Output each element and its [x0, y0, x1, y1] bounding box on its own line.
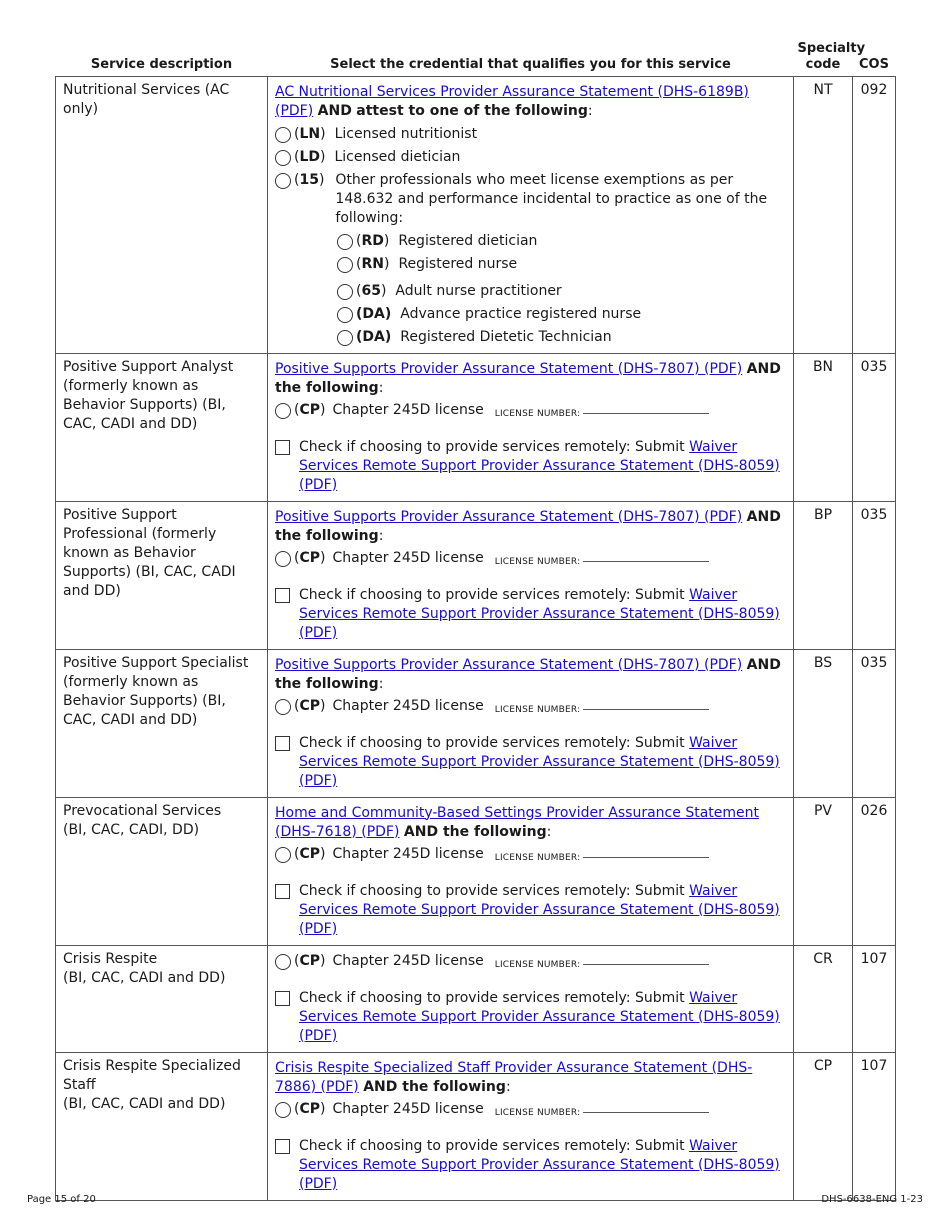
service-programs: (BI, CAC, CADI and DD) — [63, 969, 226, 986]
cos-code: 035 — [853, 501, 896, 649]
remote-checkbox[interactable] — [275, 991, 290, 1006]
remote-statement-link[interactable]: Waiver Services Remote Support Provider Assurance Statement (DHS-8059) (PDF) — [299, 586, 780, 641]
license-number-field[interactable] — [583, 952, 709, 965]
remote-statement-link[interactable]: Waiver Services Remote Support Provider Assurance Statement (DHS-8059) (PDF) — [299, 882, 780, 937]
radio-button[interactable] — [275, 127, 291, 143]
service-description: Nutritional Services (AC only) — [56, 76, 268, 353]
credential-cell — [268, 501, 794, 649]
assurance-statement-link[interactable]: Positive Supports Provider Assurance Statement (DHS-7807) (PDF) — [275, 360, 743, 377]
radio-button[interactable] — [275, 150, 291, 166]
header-specialty-line2: code — [805, 56, 841, 72]
license-number-caption: LICENSE NUMBER: — [494, 852, 581, 863]
license-number-field[interactable] — [583, 845, 709, 858]
assurance-statement-line — [275, 1059, 785, 1097]
radio-button[interactable] — [337, 307, 353, 323]
credential-code: (LN) — [294, 125, 326, 142]
specialty-code: PV — [794, 797, 853, 945]
license-option[interactable] — [275, 952, 785, 975]
license-number-field[interactable] — [583, 697, 709, 710]
credential-code: (15) — [294, 171, 325, 188]
license-number-field[interactable] — [583, 549, 709, 562]
credential-code: (RN) — [356, 255, 390, 272]
assurance-statement-link[interactable]: Positive Supports Provider Assurance Statement (DHS-7807) (PDF) — [275, 508, 743, 525]
remote-services-option[interactable] — [275, 882, 785, 939]
license-option[interactable] — [275, 401, 785, 424]
license-option[interactable] — [275, 845, 785, 868]
table-row-specialist — [56, 649, 896, 797]
specialty-code: CP — [794, 1052, 853, 1200]
service-programs: (BI, CAC, CADI, DD) — [63, 821, 200, 838]
license-option[interactable] — [275, 697, 785, 720]
service-name: Prevocational Services — [63, 802, 222, 819]
credential-code: (LD) — [294, 148, 326, 165]
radio-button[interactable] — [337, 330, 353, 346]
table-row-crisis-respite — [56, 945, 896, 1052]
assurance-statement-line — [275, 656, 785, 694]
credential-option-ld[interactable] — [275, 148, 785, 167]
credential-cell — [268, 649, 794, 797]
table-row-prevocational — [56, 797, 896, 945]
remote-services-option[interactable] — [275, 734, 785, 791]
license-option[interactable] — [275, 549, 785, 572]
form-id: DHS-6638-ENG 1-23 — [821, 1194, 923, 1205]
remote-text: Check if choosing to provide services remotely: Submit Waiver Services Remote Support Provider Assurance Statement (DHS-8059) (PDF) — [299, 586, 780, 641]
assurance-statement-line — [275, 83, 785, 121]
colon: : — [378, 675, 384, 692]
credential-code: (CP) — [294, 697, 326, 714]
header-cos: COS — [859, 56, 889, 72]
radio-button[interactable] — [337, 257, 353, 273]
and-following-text: AND the following — [275, 508, 781, 544]
specialty-code: BP — [794, 501, 853, 649]
service-name: Crisis Respite — [63, 950, 158, 967]
assurance-statement-line — [275, 508, 785, 546]
credential-label: Licensed nutritionist — [334, 125, 478, 142]
table-row-professional — [56, 501, 896, 649]
radio-button[interactable] — [275, 847, 291, 863]
credential-cell — [268, 945, 794, 1052]
credential-label: Registered nurse — [398, 255, 518, 272]
remote-statement-link[interactable]: Waiver Services Remote Support Provider Assurance Statement (DHS-8059) (PDF) — [299, 1137, 780, 1192]
specialty-code: CR — [794, 945, 853, 1052]
remote-text: Check if choosing to provide services remotely: Submit Waiver Services Remote Support Provider Assurance Statement (DHS-8059) (PDF) — [299, 989, 780, 1044]
remote-services-option[interactable] — [275, 989, 785, 1046]
service-description: Positive Support Professional (formerly known as Behavior Supports) (BI, CAC, CADI and DD) — [56, 501, 268, 649]
credential-label: Adult nurse practitioner — [395, 282, 562, 299]
colon: : — [505, 1078, 511, 1095]
assurance-statement-link[interactable]: Crisis Respite Specialized Staff Provider Assurance Statement (DHS-7886) (PDF) — [275, 1059, 753, 1095]
credential-code: (RD) — [356, 232, 390, 249]
credential-option-15[interactable] — [275, 171, 785, 228]
license-number-caption: LICENSE NUMBER: — [494, 556, 581, 567]
remote-text: Check if choosing to provide services remotely: Submit Waiver Services Remote Support Provider Assurance Statement (DHS-8059) (PDF) — [299, 1137, 780, 1192]
table-row-crisis-specialized-staff — [56, 1052, 896, 1200]
license-label: Chapter 245D license — [332, 1100, 484, 1117]
radio-button[interactable] — [275, 1102, 291, 1118]
radio-button[interactable] — [275, 954, 291, 970]
license-number-field[interactable] — [583, 1100, 709, 1113]
assurance-statement-line — [275, 804, 785, 842]
service-description — [56, 945, 268, 1052]
and-keyword: AND — [317, 102, 352, 119]
credential-cell — [268, 76, 794, 353]
remote-services-option[interactable] — [275, 1137, 785, 1194]
specialty-code: BS — [794, 649, 853, 797]
credential-code: (DA) — [356, 328, 392, 345]
license-number-caption: LICENSE NUMBER: — [494, 959, 581, 970]
service-description — [56, 797, 268, 945]
specialty-code: BN — [794, 353, 853, 501]
and-following-text: AND the following — [275, 360, 781, 396]
table-row-analyst — [56, 353, 896, 501]
remote-text: Check if choosing to provide services remotely: Submit Waiver Services Remote Support Provider Assurance Statement (DHS-8059) (PDF) — [299, 438, 780, 493]
remote-services-option[interactable] — [275, 438, 785, 495]
radio-button[interactable] — [275, 173, 291, 189]
page-number: Page 15 of 20 — [27, 1194, 96, 1205]
credential-cell — [268, 353, 794, 501]
radio-button[interactable] — [337, 234, 353, 250]
remote-statement-link[interactable]: Waiver Services Remote Support Provider Assurance Statement (DHS-8059) (PDF) — [299, 734, 780, 789]
remote-statement-link[interactable]: Waiver Services Remote Support Provider Assurance Statement (DHS-8059) (PDF) — [299, 989, 780, 1044]
cos-code: 035 — [853, 649, 896, 797]
credential-code: (DA) — [356, 305, 392, 322]
remote-services-option[interactable] — [275, 586, 785, 643]
header-specialty-code — [794, 40, 866, 76]
credential-code: (65) — [356, 282, 387, 299]
header-credential: Select the credential that qualifies you for this service — [330, 56, 731, 72]
credential-label: Registered dietician — [398, 232, 538, 249]
license-number-caption: LICENSE NUMBER: — [494, 1107, 581, 1118]
radio-button[interactable] — [275, 551, 291, 567]
credential-cell — [268, 1052, 794, 1200]
cos-code: 107 — [853, 1052, 896, 1200]
credential-sub-option-65[interactable] — [337, 282, 785, 301]
credential-option-ln[interactable] — [275, 125, 785, 144]
credential-code: (CP) — [294, 549, 326, 566]
remote-text: Check if choosing to provide services remotely: Submit Waiver Services Remote Support Provider Assurance Statement (DHS-8059) (PDF) — [299, 882, 780, 937]
license-number-caption: LICENSE NUMBER: — [494, 704, 581, 715]
colon: : — [378, 379, 384, 396]
service-description: Positive Support Analyst (formerly known as Behavior Supports) (BI, CAC, CADI and DD) — [56, 353, 268, 501]
specialty-code: NT — [794, 76, 853, 353]
cos-code: 035 — [853, 353, 896, 501]
credential-sub-option-da-aprn[interactable] — [337, 305, 785, 324]
credential-code: (CP) — [294, 845, 326, 862]
credential-sub-option-rd[interactable] — [337, 232, 785, 251]
credential-sub-option-rn[interactable] — [337, 255, 785, 274]
license-label: Chapter 245D license — [332, 845, 484, 862]
license-label: Chapter 245D license — [332, 697, 484, 714]
service-programs: (BI, CAC, CADI and DD) — [63, 1095, 226, 1112]
license-label: Chapter 245D license — [332, 401, 484, 418]
service-description — [56, 1052, 268, 1200]
radio-button[interactable] — [337, 284, 353, 300]
and-following-text: AND the following — [363, 1078, 506, 1095]
remote-checkbox[interactable] — [275, 736, 290, 751]
assurance-statement-link[interactable]: Positive Supports Provider Assurance Statement (DHS-7807) (PDF) — [275, 656, 743, 673]
header-specialty-line1: Specialty — [797, 40, 866, 56]
credential-sub-option-da-rdt[interactable] — [337, 328, 785, 347]
radio-button[interactable] — [275, 699, 291, 715]
license-number-field[interactable] — [583, 401, 709, 414]
and-following-text: AND the following — [403, 823, 547, 840]
remote-checkbox[interactable] — [275, 588, 290, 603]
cos-code: 107 — [853, 945, 896, 1052]
assurance-statement-link[interactable]: AC Nutritional Services Provider Assurance Statement (DHS-6189B) (PDF) — [275, 83, 749, 119]
cos-code: 092 — [853, 76, 896, 353]
license-label: Chapter 245D license — [332, 952, 484, 969]
remote-checkbox[interactable] — [275, 1139, 290, 1154]
service-credential-table — [55, 40, 896, 1201]
credential-code: (CP) — [294, 1100, 326, 1117]
remote-checkbox[interactable] — [275, 440, 290, 455]
remote-checkbox[interactable] — [275, 884, 290, 899]
radio-button[interactable] — [275, 403, 291, 419]
header-service-description: Service description — [90, 56, 233, 72]
credential-label: Licensed dietician — [334, 148, 461, 165]
attest-text: attest to one of the following — [356, 102, 588, 119]
table-row-nutritional — [56, 76, 896, 353]
service-name: Crisis Respite Specialized Staff — [63, 1057, 241, 1093]
remote-statement-link[interactable]: Waiver Services Remote Support Provider Assurance Statement (DHS-8059) (PDF) — [299, 438, 780, 493]
credential-code: (CP) — [294, 952, 326, 969]
license-number-caption: LICENSE NUMBER: — [494, 408, 581, 419]
license-option[interactable] — [275, 1100, 785, 1123]
colon: : — [546, 823, 552, 840]
remote-text: Check if choosing to provide services remotely: Submit Waiver Services Remote Support Provider Assurance Statement (DHS-8059) (PDF) — [299, 734, 780, 789]
credential-label: Other professionals who meet license exemptions as per 148.632 and performance incidental to practice as one of the following: — [335, 171, 768, 226]
colon: : — [378, 527, 384, 544]
credential-label: Registered Dietetic Technician — [400, 328, 612, 345]
colon: : — [587, 102, 593, 119]
credential-label: Advance practice registered nurse — [400, 305, 642, 322]
and-following-text: AND the following — [275, 656, 781, 692]
assurance-statement-link[interactable]: Home and Community-Based Settings Provider Assurance Statement (DHS-7618) (PDF) — [275, 804, 759, 840]
credential-code: (CP) — [294, 401, 326, 418]
assurance-statement-line — [275, 360, 785, 398]
license-label: Chapter 245D license — [332, 549, 484, 566]
credential-cell — [268, 797, 794, 945]
service-description: Positive Support Specialist (formerly known as Behavior Supports) (BI, CAC, CADI and DD) — [56, 649, 268, 797]
cos-code: 026 — [853, 797, 896, 945]
